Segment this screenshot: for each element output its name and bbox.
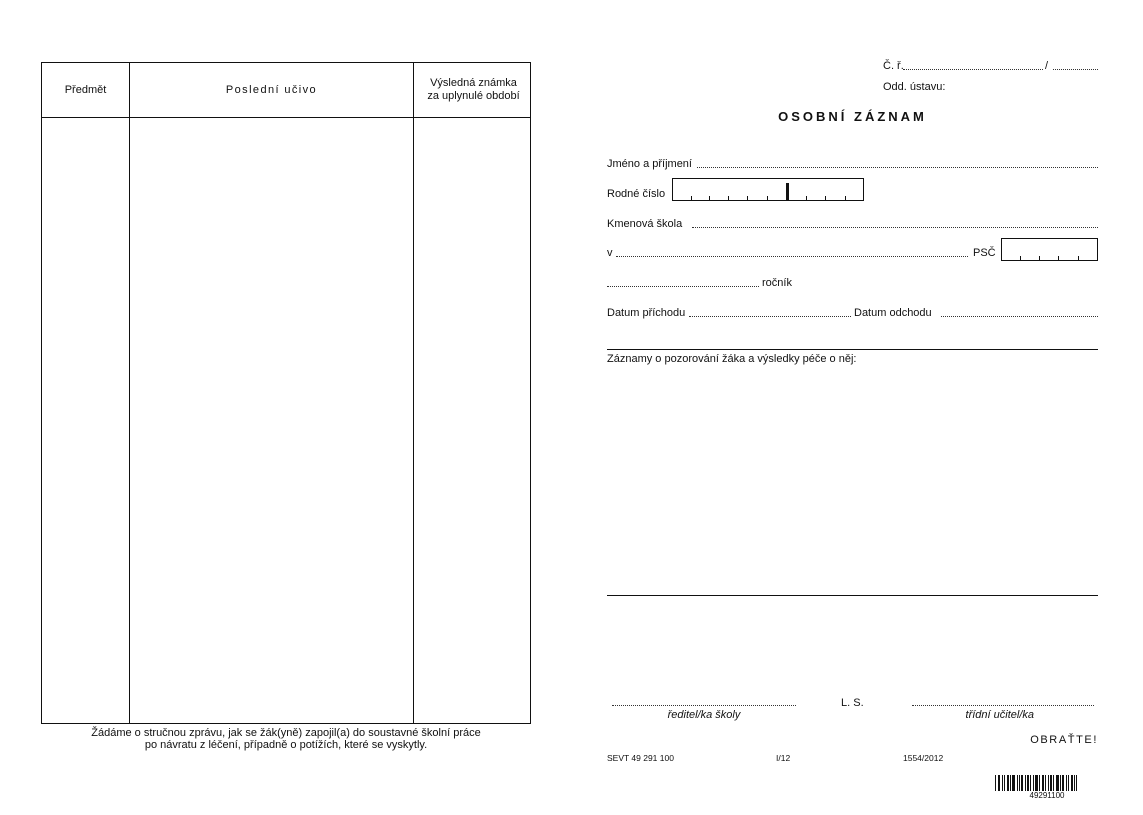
- department-label: Odd. ústavu:: [883, 81, 946, 93]
- form-code: SEVT 49 291 100: [607, 753, 674, 763]
- left-footer-line: Žádáme o stručnou zprávu, jak se žák(yně) zapojil(a) do soustavné školní práce: [91, 727, 481, 739]
- name-field[interactable]: [697, 167, 1098, 168]
- home-school-label: Kmenová škola: [607, 218, 683, 230]
- left-footer-note: [41, 727, 531, 751]
- director-signature-label: ředitel/ka školy: [667, 709, 741, 721]
- teacher-signature-label: třídní učitel/ka: [965, 709, 1034, 721]
- digit-tick: [767, 196, 768, 200]
- digit-tick: [747, 196, 748, 200]
- director-signature-line[interactable]: [612, 705, 796, 706]
- arrival-field[interactable]: [689, 316, 851, 317]
- stamp-label: L. S.: [841, 697, 864, 709]
- page-title: OSOBNÍ ZÁZNAM: [778, 109, 927, 124]
- section-divider: [607, 349, 1098, 350]
- departure-label: Datum odchodu: [854, 307, 932, 319]
- city-field[interactable]: [616, 256, 968, 257]
- digit-tick: [1020, 256, 1021, 260]
- digit-tick: [1078, 256, 1079, 260]
- digit-tick: [709, 196, 710, 200]
- name-label: Jméno a příjmení: [607, 158, 692, 170]
- curriculum-cell[interactable]: [130, 118, 413, 723]
- digit-tick: [825, 196, 826, 200]
- digit-tick: [691, 196, 692, 200]
- subject-cell[interactable]: [42, 118, 129, 723]
- digit-tick: [728, 196, 729, 200]
- col-header-curriculum: Poslední učivo: [225, 83, 318, 96]
- teacher-signature-line[interactable]: [912, 705, 1094, 706]
- birth-number-box[interactable]: [672, 178, 864, 201]
- arrival-label: Datum příchodu: [607, 307, 686, 319]
- section-divider: [607, 595, 1098, 596]
- observations-area[interactable]: [607, 368, 1098, 594]
- col-header-grade: Výsledná známka za uplynulé období: [427, 77, 520, 102]
- digit-tick: [845, 196, 846, 200]
- reg-year-field[interactable]: [1053, 69, 1098, 70]
- year-label: ročník: [762, 277, 792, 289]
- reg-number-field[interactable]: [903, 69, 1043, 70]
- birth-number-separator: [786, 183, 789, 200]
- departure-field[interactable]: [941, 316, 1098, 317]
- subject-table: [41, 62, 531, 724]
- year-field[interactable]: [607, 286, 759, 287]
- observations-label: Záznamy o pozorování žáka a výsledky péče o něj:: [607, 353, 857, 365]
- reg-number-label: Č. ř.: [883, 60, 904, 72]
- col-header-subject: Předmět: [64, 83, 107, 96]
- postcode-label: PSČ: [973, 247, 996, 259]
- postcode-box[interactable]: [1001, 238, 1098, 261]
- digit-tick: [1039, 256, 1040, 260]
- digit-tick: [806, 196, 807, 200]
- turn-over-note: OBRAŤTE!: [1030, 734, 1098, 746]
- digit-tick: [1058, 256, 1059, 260]
- home-school-field[interactable]: [692, 227, 1098, 228]
- print-code: 1554/2012: [903, 753, 944, 763]
- reg-separator: /: [1045, 60, 1049, 72]
- in-label: v: [607, 247, 613, 259]
- grade-cell[interactable]: [414, 118, 530, 723]
- edition-code: I/12: [776, 753, 791, 763]
- birth-number-label: Rodné číslo: [607, 188, 666, 200]
- left-footer-line: po návratu z léčení, případně o potížích, které se vyskytly.: [144, 739, 428, 751]
- barcode-number: 49291100: [1029, 791, 1065, 800]
- barcode: [995, 775, 1099, 791]
